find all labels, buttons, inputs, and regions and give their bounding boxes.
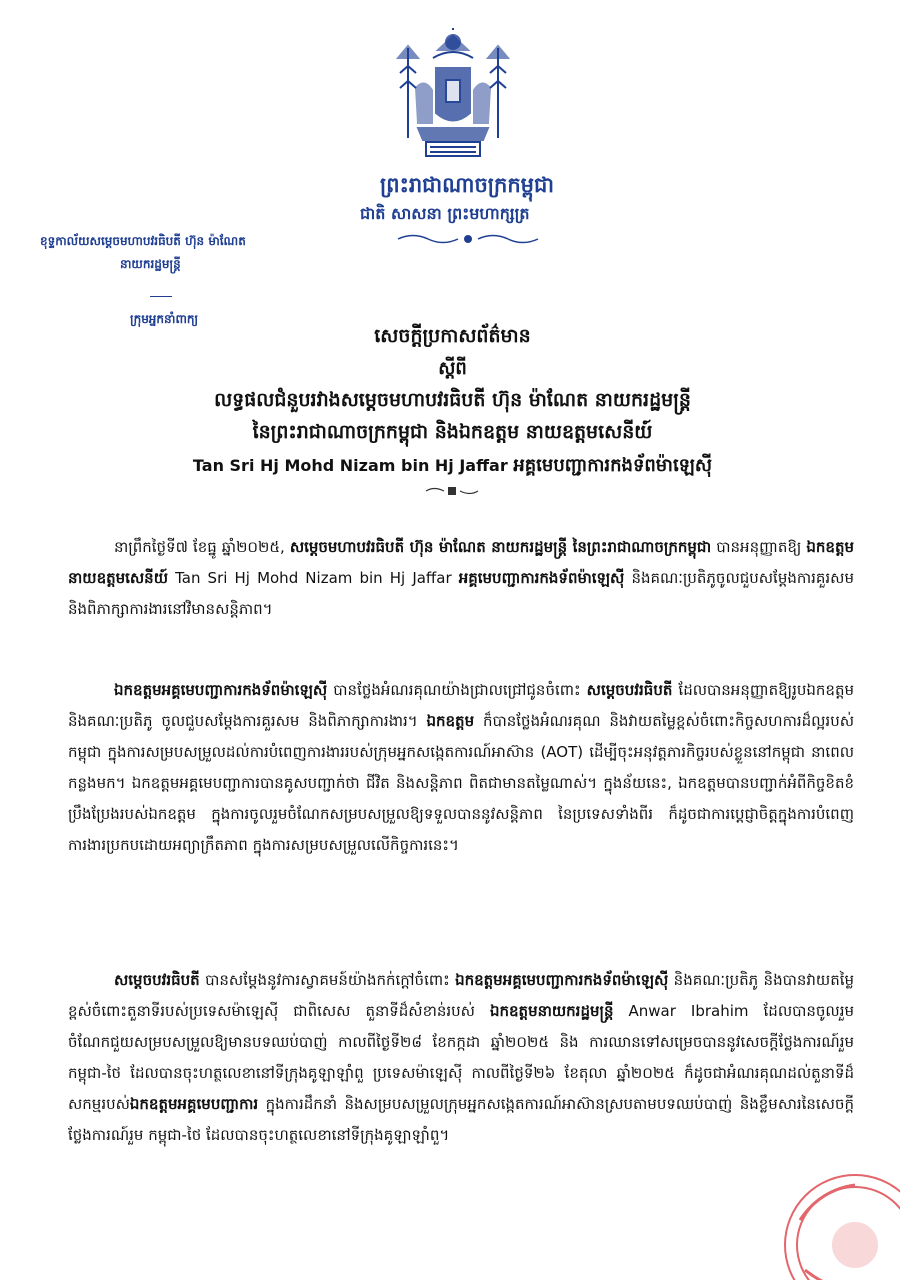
- body-paragraph-3: [68, 965, 854, 1151]
- p2-text-b: បានថ្លែងអំណរគុណយ៉ាងជ្រាលជ្រៅជូនចំពោះ: [327, 681, 587, 699]
- p3-bold-e: ឯកឧត្តមនាយករដ្ឋមន្ត្រី: [489, 1002, 614, 1020]
- p3-text-f: Anwar Ibrahim ដែលបានចូលរួមចំណែកជួយសម្របសម្រួលឱ្យមានបទឈប់បាញ់ កាលពីថ្ងៃទី២៨ ខែកក្កដា ឆ្នាំ២០២៥ និង ការឈានទៅសម្រេចបាននូវសេចក្តីថ្លែងការណ៍រួម កម្ពុជា-ថៃ ដែលបានចុះហត្ថលេខានៅទីក្រុងគូឡាឡាំពួ ប្រទេសម៉ាឡេស៊ី កាលពីថ្ងៃទី២៦ ខែតុលា ឆ្នាំ២០២៥ ក៏ដូចជាអំណរគុណដល់តួនាទីដ៏សកម្មរបស់: [68, 1002, 854, 1113]
- title-line-3: លទ្ធផលជំនួបរវាងសម្តេចមហាបវរធិបតី ហ៊ុន ម៉ាណែត នាយករដ្ឋមន្ត្រី: [214, 389, 691, 411]
- p1-bold-f: អគ្គមេបញ្ជាការកងទ័ពម៉ាឡេស៊ី: [458, 569, 625, 587]
- p3-text-h: ក្នុងការដឹកនាំ និងសម្របសម្រួលក្រុមអ្នកសង្កេតការណ៍អាស៊ានស្របតាមបទឈប់បាញ់ និងខ្លឹមសារនៃសេចក្តីថ្លែងការណ៍រួម កម្ពុជា-ថៃ ដែលបានចុះហត្ថលេខានៅទីក្រុងគូឡាឡាំពួ។: [68, 1095, 854, 1144]
- p2-bold-c: សម្តេចបវរធិបតី: [586, 681, 673, 699]
- royal-arms-emblem-icon: [388, 28, 518, 163]
- p1-text-a: នាព្រឹកថ្ងៃទី៧ ខែធ្នូ ឆ្នាំ២០២៥,: [114, 538, 290, 556]
- title-khmer-rank: អគ្គមេបញ្ជាការកងទ័ពម៉ាឡេស៊ី: [513, 455, 713, 476]
- national-motto: ជាតិ សាសនា ព្រះមហាក្សត្រ: [360, 204, 530, 223]
- p2-bold-e: ឯកឧត្តម: [426, 712, 475, 730]
- p3-bold-c: ឯកឧត្តមអគ្គមេបញ្ជាការកងទ័ពម៉ាឡេស៊ី: [455, 971, 669, 989]
- p3-bold-g: ឯកឧត្តមអគ្គមេបញ្ជាការ: [129, 1095, 259, 1113]
- office-name: ខុទ្ទកាល័យសម្តេចមហាបវរធិបតី ហ៊ុន ម៉ាណែត: [40, 234, 246, 248]
- motto-ornament-icon: [388, 232, 548, 246]
- p2-bold-a: ឯកឧត្តមអគ្គមេបញ្ជាការកងទ័ពម៉ាឡេស៊ី: [114, 681, 328, 699]
- p1-text-e: Tan Sri Hj Mohd Nizam bin Hj Jaffar: [167, 569, 459, 587]
- office-subtitle: នាយករដ្ឋមន្ត្រី: [120, 257, 181, 271]
- spokesperson-unit: ក្រុមអ្នកនាំពាក្យ: [130, 312, 199, 326]
- body-paragraph-1: [68, 532, 854, 625]
- press-release-title: សេចក្តីប្រកាសព័ត៌មាន: [374, 325, 531, 347]
- p1-bold-b: សម្តេចមហាបវរធិបតី ហ៊ុន ម៉ាណែត នាយករដ្ឋមន្ត្រី នៃព្រះរាជាណាចក្រកម្ពុជា: [289, 538, 712, 556]
- office-divider: [150, 296, 172, 297]
- official-seal-icon: [760, 1150, 900, 1280]
- title-regarding: ស្តីពី: [438, 358, 467, 379]
- p3-bold-a: សម្តេចបវរធិបតី: [114, 971, 200, 989]
- p1-text-c: បានអនុញ្ញាតឱ្យ: [711, 538, 807, 556]
- p1-text-g: និងគណៈប្រតិភូចូលជួបសម្តែងការគួរសម និងពិភាក្សាការងារនៅវិមានសន្តិភាព។: [68, 569, 854, 618]
- p2-text-f: ក៏បានថ្លែងអំណរគុណ និងវាយតម្លៃខ្ពស់ចំពោះកិច្ចសហការដ៏ល្អរបស់កម្ពុជា ក្នុងការសម្របសម្រួលដល់ការបំពេញការងាររបស់ក្រុមអ្នកសង្កេតការណ៍អាស៊ាន (AOT) ដើម្បីចុះអនុវត្តភារកិច្ចរបស់ខ្លួននៅកម្ពុជា នាពេលកន្លងមក។ ឯកឧត្តមអគ្គមេបញ្ជាការបានគូសបញ្ជាក់ថា ជីវិត និងសន្តិភាព ពិតជាមានតម្លៃណាស់។ ក្នុងន័យនេះ, ឯកឧត្តមបានបញ្ជាក់អំពីកិច្ចខិតខំប្រឹងប្រែងរបស់ឯកឧត្តម ក្នុងការចូលរួមចំណែកសម្របសម្រួលឱ្យទទួលបាននូវសន្តិភាព នៃប្រទេសទាំងពីរ ក៏ដូចជាការប្តេជ្ញាចិត្តក្នុងការបំពេញការងារប្រកបដោយអព្យាក្រឹតភាព ក្នុងការសម្របសម្រួលលើកិច្ចការនេះ។: [68, 712, 854, 854]
- p3-text-d: និងគណៈប្រតិភូ និងបានវាយតម្លៃខ្ពស់ចំពោះតួនាទីរបស់ប្រទេសម៉ាឡេស៊ី ជាពិសេស តួនាទីដ៏សំខាន់របស់: [68, 971, 854, 1020]
- body-paragraph-2: [68, 675, 854, 861]
- kingdom-title: ព្រះរាជាណាចក្រកម្ពុជា: [380, 173, 555, 197]
- title-line-5: [0, 453, 905, 480]
- p2-text-d: ដែលបានអនុញ្ញាតឱ្យរូបឯកឧត្តម និងគណៈប្រតិភូ ចូលជួបសម្តែងការគួរសម និងពិភាក្សាការងារ។: [68, 681, 854, 730]
- p3-text-b: បានសម្តែងនូវការស្វាគមន៍យ៉ាងកក់ក្តៅចំពោះ: [199, 971, 456, 989]
- title-line-4: នៃព្រះរាជាណាចក្រកម្ពុជា និងឯកឧត្តម នាយឧត្តមសេនីយ៍: [252, 421, 653, 443]
- p1-bold-d: ឯកឧត្តម នាយឧត្តមសេនីយ៍: [68, 538, 854, 587]
- title-latin-name: Tan Sri Hj Mohd Nizam bin Hj Jaffar: [192, 456, 508, 475]
- title-ornament-icon: [424, 486, 480, 496]
